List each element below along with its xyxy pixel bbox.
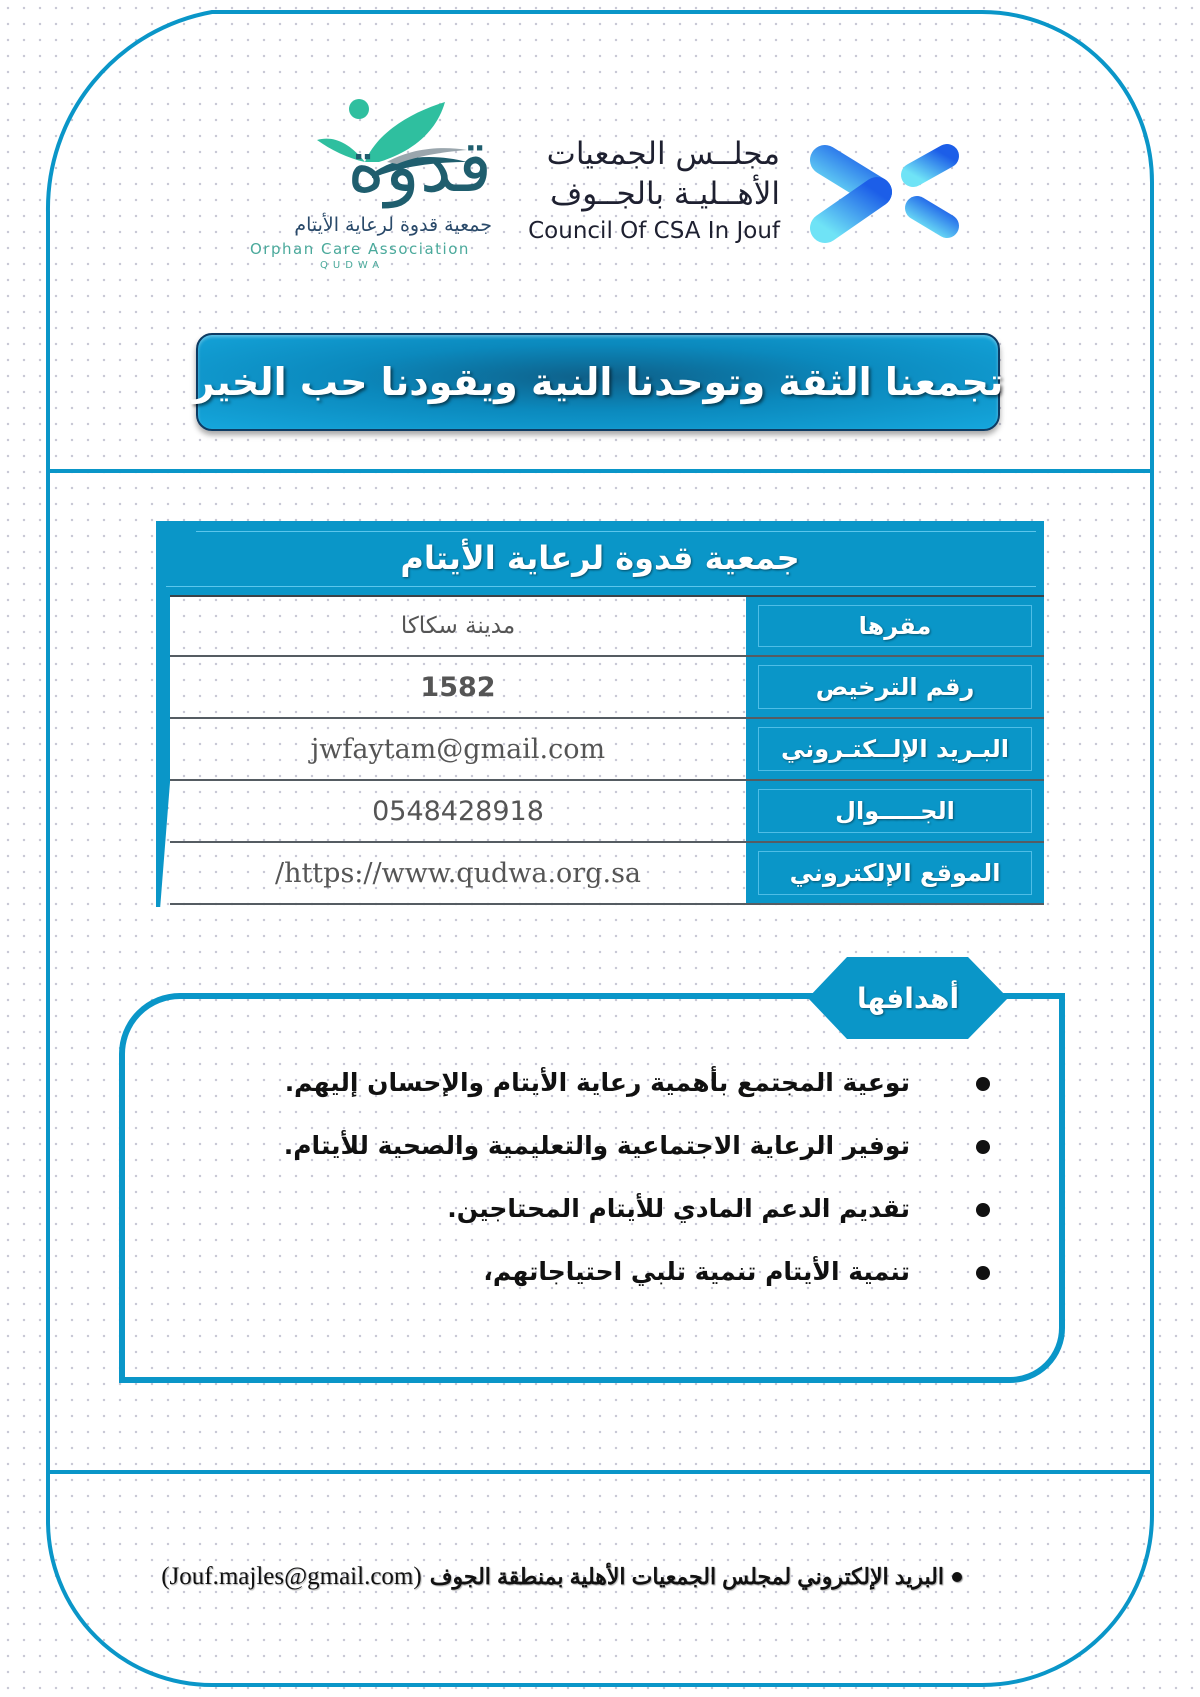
qudwa-english-name: Orphan Care Association: [250, 240, 470, 258]
table-row-headquarters: [170, 595, 1044, 657]
list-item: [284, 1068, 910, 1131]
goal-text: توعية المجتمع بأهمية رعاية الأيتام والإحسان إليهم.: [284, 1068, 910, 1097]
table-cell-label: [746, 719, 1044, 779]
footer-label: البريد الإلكتروني لمجلس الجمعيات الأهلية بمنطقة الجوف: [429, 1564, 944, 1589]
info-table: [156, 521, 1044, 903]
council-arabic-line2: الأهــليـة بالجــوف: [550, 176, 780, 212]
info-table-title: جمعية قدوة لرعاية الأيتام: [400, 539, 800, 577]
goal-text: تقديم الدعم المادي للأيتام المحتاجين.: [447, 1194, 910, 1223]
qudwa-logo: [222, 92, 492, 277]
table-cell-website-link[interactable]: /https://www.qudwa.org.sa: [274, 857, 642, 889]
motto-text: تجمعنا الثقة وتوحدنا النية ويقودنا حب الخير: [192, 360, 1004, 404]
goals-heading: أهدافها: [856, 981, 960, 1015]
table-label-text: رقم الترخيص: [815, 673, 975, 701]
table-cell-label: [746, 657, 1044, 717]
council-asterisk-icon: [805, 100, 965, 280]
table-cell-label: [746, 781, 1044, 841]
bullet-icon: [976, 1203, 990, 1217]
info-table-title-bar: [156, 521, 1044, 595]
motto-banner: [192, 333, 1004, 431]
info-table-accent-bar: [156, 595, 170, 907]
goals-heading-tab: [808, 957, 1008, 1039]
bullet-icon: [976, 1140, 990, 1154]
goal-text: توفير الرعاية الاجتماعية والتعليمية والصحية للأيتام.: [283, 1131, 910, 1160]
qudwa-english-subtitle: QUDWA: [320, 260, 385, 271]
table-row-website: [170, 843, 1044, 905]
footer-contact: [161, 1563, 962, 1591]
table-cell-email-link[interactable]: jwfaytam@gmail.com: [310, 733, 606, 765]
table-label-text: الجـــــوال: [835, 797, 955, 825]
table-row-email: [170, 719, 1044, 781]
table-row-license: [170, 657, 1044, 719]
table-label-text: مقرها: [858, 612, 932, 640]
table-cell-label: [746, 597, 1044, 655]
council-english-name: Council Of CSA In Jouf: [528, 218, 780, 244]
table-cell-value: 1582: [420, 671, 496, 703]
table-cell-value: مدينة سكاكا: [400, 613, 516, 639]
bullet-icon: [976, 1266, 990, 1280]
table-cell-label: [746, 843, 1044, 903]
footer-email-link[interactable]: (Jouf.majles@gmail.com): [161, 1563, 422, 1590]
table-label-text: الموقع الإلكتروني: [789, 859, 1001, 887]
info-table-rows: [170, 595, 1044, 905]
bullet-icon: [952, 1572, 962, 1582]
table-cell-value: 0548428918: [372, 795, 544, 827]
table-row-mobile: [170, 781, 1044, 843]
list-item: [284, 1257, 910, 1320]
bullet-icon: [976, 1077, 990, 1091]
table-label-text: البـريد الإلــكتـروني: [781, 735, 1010, 763]
goals-list: [284, 1068, 910, 1320]
council-arabic-line1: مجلــس الجمعيات: [546, 136, 780, 172]
council-logo: [525, 100, 965, 280]
goal-text: تنمية الأيتام تنمية تلبي احتياجاتهم،: [483, 1257, 910, 1286]
list-item: [284, 1194, 910, 1257]
qudwa-arabic-name: قدوة: [347, 124, 492, 208]
qudwa-arabic-subtitle: جمعية قدوة لرعاية الأيتام: [294, 214, 492, 236]
list-item: [284, 1131, 910, 1194]
